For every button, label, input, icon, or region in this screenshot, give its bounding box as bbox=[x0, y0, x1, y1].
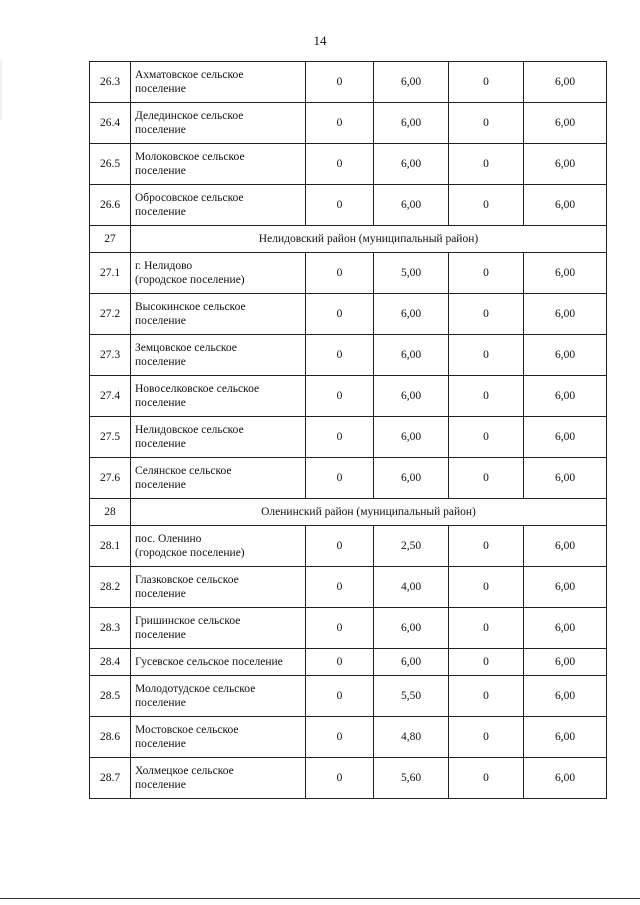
row-number: 27.4 bbox=[90, 376, 131, 417]
settlement-name-line: Обросовское сельское bbox=[135, 192, 244, 204]
value-cell-v4: 6,00 bbox=[524, 417, 607, 458]
value-cell-v4: 6,00 bbox=[524, 294, 607, 335]
row-number: 28.7 bbox=[90, 758, 131, 799]
value-cell-v4: 6,00 bbox=[524, 676, 607, 717]
settlement-name-line: Высокинское сельское bbox=[135, 301, 246, 313]
value-cell-v4: 6,00 bbox=[524, 649, 607, 676]
value-cell-v4: 6,00 bbox=[524, 62, 607, 103]
value-cell-v3: 0 bbox=[449, 649, 524, 676]
settlement-name-line: Гришинское сельское bbox=[135, 615, 241, 627]
row-number: 27 bbox=[90, 226, 131, 253]
district-title: Оленинский район (муниципальный район) bbox=[131, 499, 607, 526]
settlement-name-line: поселение bbox=[135, 356, 186, 368]
settlement-name bbox=[131, 376, 306, 417]
settlement-name-line: Селянское сельское bbox=[135, 465, 232, 477]
value-cell-v3: 0 bbox=[449, 376, 524, 417]
settlement-name-line: поселение bbox=[135, 629, 186, 641]
value-cell-v1: 0 bbox=[306, 294, 374, 335]
settlement-name-line: поселение bbox=[135, 438, 186, 450]
value-cell-v1: 0 bbox=[306, 458, 374, 499]
settlement-name-line: Гусевское сельское поселение bbox=[135, 656, 283, 668]
table-row bbox=[90, 649, 607, 676]
settlement-name-line: пос. Оленино bbox=[135, 533, 202, 545]
table-row bbox=[90, 417, 607, 458]
value-cell-v2: 4,80 bbox=[374, 717, 449, 758]
value-cell-v3: 0 bbox=[449, 526, 524, 567]
value-cell-v1: 0 bbox=[306, 253, 374, 294]
value-cell-v1: 0 bbox=[306, 608, 374, 649]
value-cell-v1: 0 bbox=[306, 758, 374, 799]
value-cell-v3: 0 bbox=[449, 417, 524, 458]
value-cell-v2: 6,00 bbox=[374, 376, 449, 417]
value-cell-v4: 6,00 bbox=[524, 526, 607, 567]
settlement-name bbox=[131, 676, 306, 717]
value-cell-v4: 6,00 bbox=[524, 717, 607, 758]
table-row bbox=[90, 144, 607, 185]
value-cell-v3: 0 bbox=[449, 144, 524, 185]
row-number: 26.4 bbox=[90, 103, 131, 144]
settlement-name-line: Молодотудское сельское bbox=[135, 683, 256, 695]
settlement-name-line: Земцовское сельское bbox=[135, 342, 237, 354]
row-number: 27.3 bbox=[90, 335, 131, 376]
value-cell-v1: 0 bbox=[306, 676, 374, 717]
settlement-name-line: поселение bbox=[135, 83, 186, 95]
value-cell-v1: 0 bbox=[306, 185, 374, 226]
table-row bbox=[90, 253, 607, 294]
settlement-name-line: поселение bbox=[135, 315, 186, 327]
row-number: 26.3 bbox=[90, 62, 131, 103]
settlement-name-line: Ахматовское сельское bbox=[135, 69, 244, 81]
value-cell-v4: 6,00 bbox=[524, 458, 607, 499]
table-row bbox=[90, 335, 607, 376]
value-cell-v4: 6,00 bbox=[524, 103, 607, 144]
row-number: 28.4 bbox=[90, 649, 131, 676]
row-number: 28.2 bbox=[90, 567, 131, 608]
table-row bbox=[90, 676, 607, 717]
value-cell-v1: 0 bbox=[306, 717, 374, 758]
value-cell-v3: 0 bbox=[449, 567, 524, 608]
value-cell-v1: 0 bbox=[306, 417, 374, 458]
value-cell-v3: 0 bbox=[449, 758, 524, 799]
settlement-name bbox=[131, 103, 306, 144]
row-number: 28.5 bbox=[90, 676, 131, 717]
page-number: 14 bbox=[313, 33, 327, 48]
table-row bbox=[90, 458, 607, 499]
settlement-name bbox=[131, 567, 306, 608]
value-cell-v2: 5,50 bbox=[374, 676, 449, 717]
value-cell-v4: 6,00 bbox=[524, 608, 607, 649]
value-cell-v2: 6,00 bbox=[374, 417, 449, 458]
value-cell-v3: 0 bbox=[449, 294, 524, 335]
value-cell-v2: 6,00 bbox=[374, 185, 449, 226]
settlement-name bbox=[131, 458, 306, 499]
district-title: Нелидовский район (муниципальный район) bbox=[131, 226, 607, 253]
settlement-name-line: поселение bbox=[135, 397, 186, 409]
value-cell-v1: 0 bbox=[306, 103, 374, 144]
value-cell-v1: 0 bbox=[306, 144, 374, 185]
row-number: 26.6 bbox=[90, 185, 131, 226]
settlement-name-line: поселение bbox=[135, 779, 186, 791]
settlement-name bbox=[131, 253, 306, 294]
settlement-name bbox=[131, 294, 306, 335]
value-cell-v2: 5,60 bbox=[374, 758, 449, 799]
table-row bbox=[90, 294, 607, 335]
value-cell-v1: 0 bbox=[306, 567, 374, 608]
value-cell-v2: 6,00 bbox=[374, 294, 449, 335]
value-cell-v2: 6,00 bbox=[374, 103, 449, 144]
row-number: 27.2 bbox=[90, 294, 131, 335]
value-cell-v1: 0 bbox=[306, 649, 374, 676]
settlement-name bbox=[131, 526, 306, 567]
settlement-name-line: Холмецкое сельское bbox=[135, 765, 234, 777]
table-row bbox=[90, 103, 607, 144]
table-row bbox=[90, 567, 607, 608]
table-row bbox=[90, 376, 607, 417]
settlement-name bbox=[131, 62, 306, 103]
settlement-name-line: Нелидовское сельское bbox=[135, 424, 244, 436]
settlement-name-line: поселение bbox=[135, 479, 186, 491]
value-cell-v2: 5,00 bbox=[374, 253, 449, 294]
district-row bbox=[90, 499, 607, 526]
value-cell-v1: 0 bbox=[306, 62, 374, 103]
value-cell-v2: 6,00 bbox=[374, 458, 449, 499]
settlement-name-line: Новоселковское сельское bbox=[135, 383, 260, 395]
row-number: 28.3 bbox=[90, 608, 131, 649]
settlement-name-line: поселение bbox=[135, 738, 186, 750]
settlement-name bbox=[131, 335, 306, 376]
district-row bbox=[90, 226, 607, 253]
row-number: 28.1 bbox=[90, 526, 131, 567]
row-number: 27.6 bbox=[90, 458, 131, 499]
value-cell-v4: 6,00 bbox=[524, 335, 607, 376]
table-body bbox=[90, 62, 607, 799]
settlement-name-line: Глазковское сельское bbox=[135, 574, 239, 586]
bottom-rule bbox=[0, 898, 640, 899]
settlement-name-line: (городское поселение) bbox=[135, 547, 245, 559]
settlement-name-line: Мостовское сельское bbox=[135, 724, 239, 736]
value-cell-v3: 0 bbox=[449, 458, 524, 499]
row-number: 27.5 bbox=[90, 417, 131, 458]
row-number: 28 bbox=[90, 499, 131, 526]
value-cell-v2: 6,00 bbox=[374, 144, 449, 185]
settlement-name-line: поселение bbox=[135, 124, 186, 136]
table-row bbox=[90, 758, 607, 799]
settlement-name-line: поселение bbox=[135, 697, 186, 709]
settlement-name bbox=[131, 185, 306, 226]
value-cell-v4: 6,00 bbox=[524, 567, 607, 608]
value-cell-v3: 0 bbox=[449, 103, 524, 144]
value-cell-v3: 0 bbox=[449, 253, 524, 294]
value-cell-v3: 0 bbox=[449, 717, 524, 758]
settlement-name-line: Молоковское сельское bbox=[135, 151, 245, 163]
value-cell-v1: 0 bbox=[306, 335, 374, 376]
value-cell-v3: 0 bbox=[449, 608, 524, 649]
value-cell-v2: 6,00 bbox=[374, 649, 449, 676]
value-cell-v3: 0 bbox=[449, 335, 524, 376]
value-cell-v1: 0 bbox=[306, 376, 374, 417]
value-cell-v1: 0 bbox=[306, 526, 374, 567]
value-cell-v3: 0 bbox=[449, 676, 524, 717]
value-cell-v4: 6,00 bbox=[524, 185, 607, 226]
settlement-name-line: г. Нелидово bbox=[135, 260, 193, 272]
value-cell-v2: 6,00 bbox=[374, 335, 449, 376]
settlement-name-line: поселение bbox=[135, 588, 186, 600]
settlement-name bbox=[131, 417, 306, 458]
table-row bbox=[90, 608, 607, 649]
settlement-name-line: Делединское сельское bbox=[135, 110, 244, 122]
row-number: 27.1 bbox=[90, 253, 131, 294]
value-cell-v4: 6,00 bbox=[524, 144, 607, 185]
table-row bbox=[90, 62, 607, 103]
table-row bbox=[90, 526, 607, 567]
value-cell-v2: 2,50 bbox=[374, 526, 449, 567]
row-number: 26.5 bbox=[90, 144, 131, 185]
value-cell-v2: 6,00 bbox=[374, 608, 449, 649]
settlement-name-line: поселение bbox=[135, 165, 186, 177]
settlement-name bbox=[131, 758, 306, 799]
table-row bbox=[90, 185, 607, 226]
settlement-name bbox=[131, 649, 306, 676]
scan-edge-mark bbox=[0, 60, 2, 120]
value-cell-v2: 6,00 bbox=[374, 62, 449, 103]
row-number: 28.6 bbox=[90, 717, 131, 758]
settlement-name bbox=[131, 144, 306, 185]
value-cell-v4: 6,00 bbox=[524, 758, 607, 799]
table-row bbox=[90, 717, 607, 758]
rates-table bbox=[89, 61, 607, 799]
value-cell-v2: 4,00 bbox=[374, 567, 449, 608]
value-cell-v3: 0 bbox=[449, 62, 524, 103]
value-cell-v3: 0 bbox=[449, 185, 524, 226]
value-cell-v4: 6,00 bbox=[524, 376, 607, 417]
settlement-name bbox=[131, 608, 306, 649]
value-cell-v4: 6,00 bbox=[524, 253, 607, 294]
settlement-name-line: поселение bbox=[135, 206, 186, 218]
settlement-name bbox=[131, 717, 306, 758]
settlement-name-line: (городское поселение) bbox=[135, 274, 245, 286]
